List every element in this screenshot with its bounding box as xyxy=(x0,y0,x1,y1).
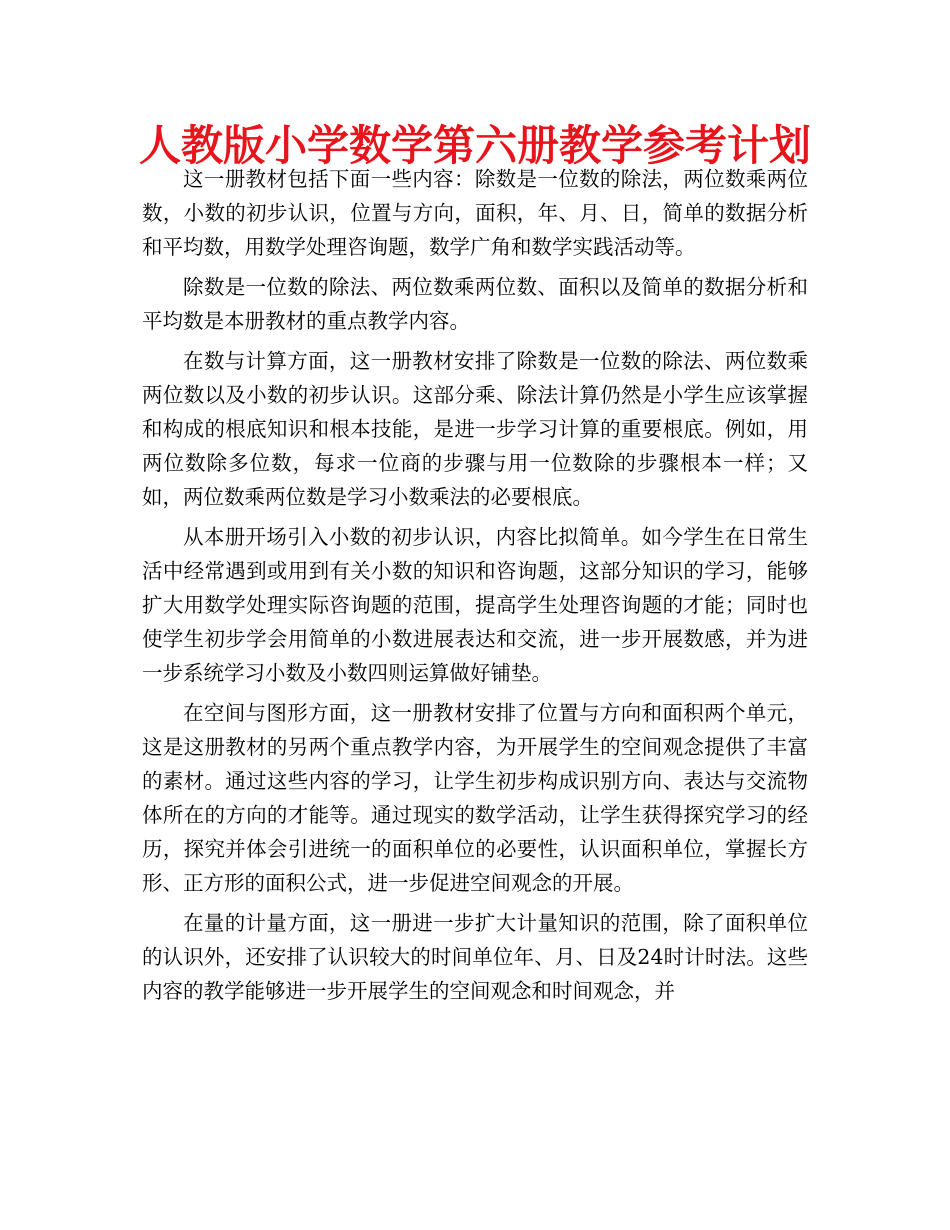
paragraph-2: 除数是一位数的除法、两位数乘两位数、面积以及简单的数据分析和平均数是本册教材的重点教学内容。 xyxy=(142,275,808,333)
paragraph-5: 在空间与图形方面，这一册教材安排了位置与方向和面积两个单元，这是这册教材的另两个重点教学内容，为开展学生的空间观念提供了丰富的素材。通过这些内容的学习，让学生初步构成识别方向、表达与交流物体所在的方向的才能等。通过现实的数学活动，让学生获得探究学习的经历，探究并体会引进统一的面积单位的必要性，认识面积单位，掌握长方形、正方形的面积公式，进一步促进空间观念的开展。 xyxy=(142,701,808,895)
paragraph-6: 在量的计量方面，这一册进一步扩大计量知识的范围，除了面积单位的认识外，还安排了认识较大的时间单位年、月、日及24时计时法。这些内容的教学能够进一步开展学生的空间观念和时间观念，并 xyxy=(142,911,808,1003)
document-title: 人教版小学数学第六册教学参考计划 xyxy=(138,121,811,170)
paragraph-3: 在数与计算方面，这一册教材安排了除数是一位数的除法、两位数乘两位数以及小数的初步认识。这部分乘、除法计算仍然是小学生应该掌握和构成的根底知识和根本技能，是进一步学习计算的重要根底。例如，用两位数除多位数，每求一位商的步骤与用一位数除的步骤根本一样；又如，两位数乘两位数是学习小数乘法的必要根底。 xyxy=(142,349,808,509)
paragraph-4: 从本册开场引入小数的初步认识，内容比拟简单。如今学生在日常生活中经常遇到或用到有关小数的知识和咨询题，这部分知识的学习，能够扩大用数学处理实际咨询题的范围，提高学生处理咨询题的才能；同时也使学生初步学会用简单的小数进展表达和交流，进一步开展数感，并为进一步系统学习小数及小数四则运算做好铺垫。 xyxy=(142,525,808,685)
document-body xyxy=(142,162,808,1014)
paragraph-1: 这一册教材包括下面一些内容：除数是一位数的除法，两位数乘两位数，小数的初步认识，位置与方向，面积，年、月、日，简单的数据分析和平均数，用数学处理咨询题，数学广角和数学实践活动等。 xyxy=(142,167,808,259)
